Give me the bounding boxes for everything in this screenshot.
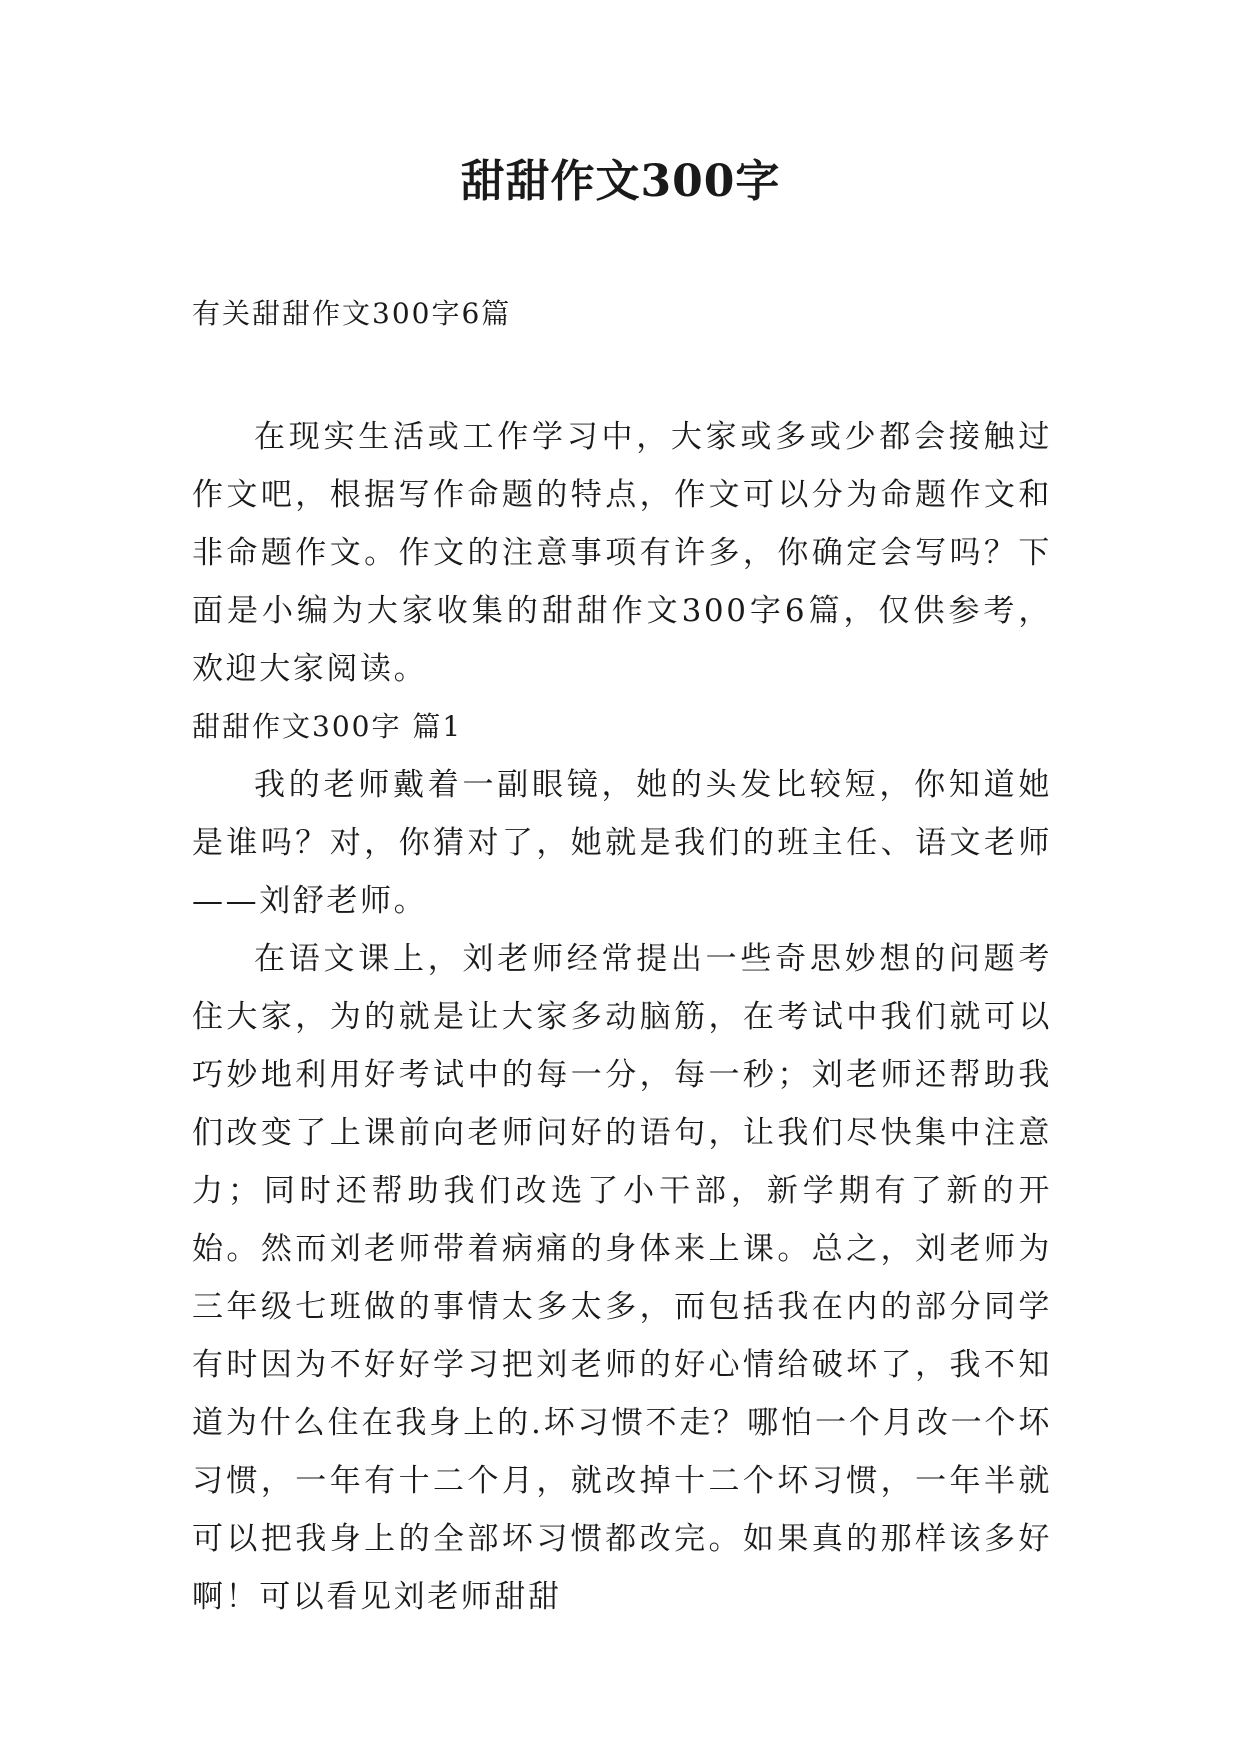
body-paragraph: 我的老师戴着一副眼镜，她的头发比较短，你知道她是谁吗？对，你猜对了，她就是我们的班主任、语文老师——刘舒老师。 xyxy=(192,767,1052,919)
body-paragraph: 在语文课上，刘老师经常提出一些奇思妙想的问题考住大家，为的就是让大家多动脑筋，在考试中我们就可以巧妙地利用好考试中的每一分，每一秒；刘老师还帮助我们改变了上课前向老师问好的语句，让我们尽快集中注意力；同时还帮助我们改选了小干部，新学期有了新的开始。然而刘老师带着病痛的身体来上课。总之，刘老师为三年级七班做的事情太多太多，而包括我在内的部分同学有时因为不好好学习把刘老师的好心情给破坏了，我不知道为什么住在我身上的.坏习惯不走？哪怕一个月改一个坏习惯，一年有十二个月，就改掉十二个坏习惯，一年半就可以把我身上的全部坏习惯都改完。如果真的那样该多好啊！可以看见刘老师甜甜 xyxy=(192,941,1052,1615)
section-heading: 甜甜作文300字 篇1 xyxy=(192,710,463,743)
document-body xyxy=(192,408,1052,1626)
document-subtitle: 有关甜甜作文300字6篇 xyxy=(192,297,512,330)
intro-paragraph: 在现实生活或工作学习中，大家或多或少都会接触过作文吧，根据写作命题的特点，作文可以分为命题作文和非命题作文。作文的注意事项有许多，你确定会写吗？下面是小编为大家收集的甜甜作文300字6篇，仅供参考，欢迎大家阅读。 xyxy=(192,419,1052,687)
document-title: 甜甜作文300字 xyxy=(460,156,781,207)
